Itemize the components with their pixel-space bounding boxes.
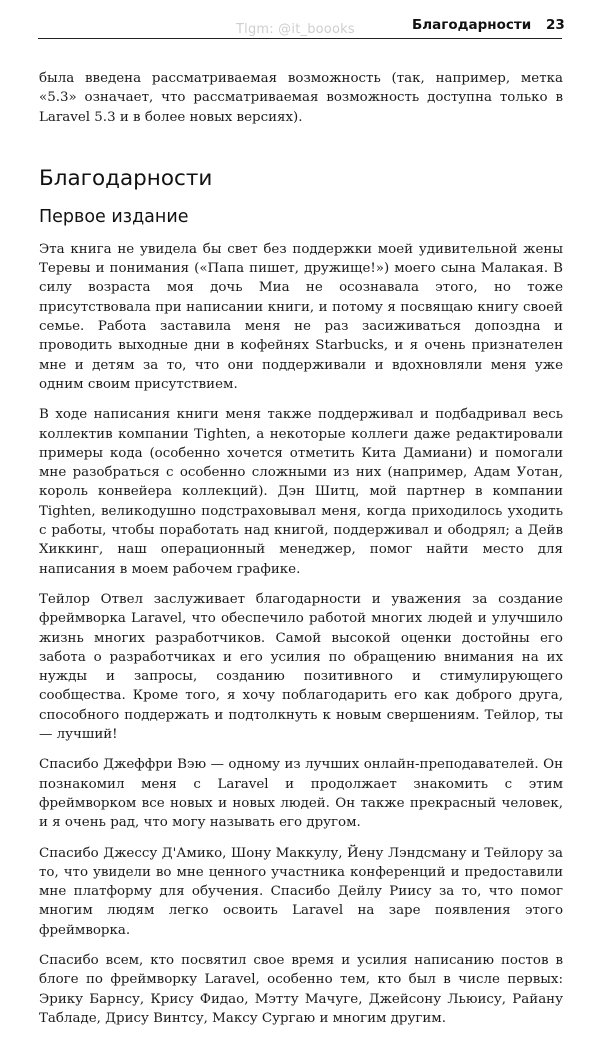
section-title: Благодарности <box>39 165 213 191</box>
page-number: 23 <box>546 17 565 33</box>
header-rule <box>38 38 562 39</box>
paragraph-family: Эта книга не увидела бы свет без поддержки моей удивительной жены Теревы и понимания («Папа пишет, дружище!») моего сына Малакая. В силу возраста моя дочь Миа не осознавала этого, но тоже присутствовала при написании книги, и потому я посвящаю книгу своей семье. Работа заставила меня не раз засиживаться допоздна и проводить выходные дни в кофейнях Starbucks, и я очень признателен мне и детям за то, что они поддерживали и вдохновляли меня уже одним своим присутствием. <box>39 241 563 392</box>
paragraph-jeffrey: Спасибо Джеффри Вэю — одному из лучших онлайн-преподавателей. Он познакомил меня с Laravel и продолжает знакомить с этим фреймворком все новых и новых людей. Он также прекрасный человек, и я очень рад, что могу называть его другом. <box>39 757 563 831</box>
paragraph-bloggers: Спасибо всем, кто посвятил свое время и усилия написанию постов в блоге по фреймворку Laravel, особенно тем, кто был в числе первых: Эрику Барнсу, Крису Фидао, Мэтту Мачуге, Джейсону Льюису, Райану Табладе, Дрису Винтсу, Максу Сургаю и многим другим. <box>39 952 563 1026</box>
watermark: Tlgm: @it_boooks <box>236 22 355 37</box>
page-body <box>39 69 563 1039</box>
intro-paragraph: была введена рассматриваемая возможность (так, например, метка «5.3» означает, что рассматриваемая возможность доступна только в Laravel 5.3 и в более новых версиях). <box>39 71 563 125</box>
paragraph-taylor: Тейлор Отвел заслуживает благодарности и уважения за создание фреймворка Laravel, что обеспечило работой многих людей и улучшило жизнь многих разработчиков. Самой высокой оценки достойны его забота о разработчиках и его усилия по обращению внимания на их нужды и запросы, созданию позитивного и стимулирующего сообщества. Кроме того, я хочу поблагодарить его как доброго друга, способного поддержать и подтолкнуть к новым свершениям. Тейлор, ты — лучший! <box>39 591 563 743</box>
running-head: Благодарности <box>412 17 532 33</box>
paragraph-tighten: В ходе написания книги меня также поддерживал и подбадривал весь коллектив компании Tighten, а некоторые коллеги даже редактировали примеры кода (особенно хочется отметить Кита Дамиани) и помогали мне разобраться с особенно сложными из них (например, Адам Уотан, король конвейера коллекций). Дэн Шитц, мой партнер в компании Tighten, великодушно подстраховывал меня, когда приходилось уходить с работы, чтобы поработать над книгой, поддерживал и ободрял; а Дейв Хиккинг, наш операционный менеджер, помог найти место для написания в моем рабочем графике. <box>39 407 563 577</box>
subsection-title: Первое издание <box>39 206 189 227</box>
paragraph-conferences: Спасибо Джессу Д'Амико, Шону Маккулу, Йену Лэндсману и Тейлору за то, что увидели во мне ценного участника конференций и предоставили мне платформу для обучения. Спасибо Дейлу Риису за то, что помог многим людям легко освоить Laravel на заре появления этого фреймворка. <box>39 845 563 938</box>
